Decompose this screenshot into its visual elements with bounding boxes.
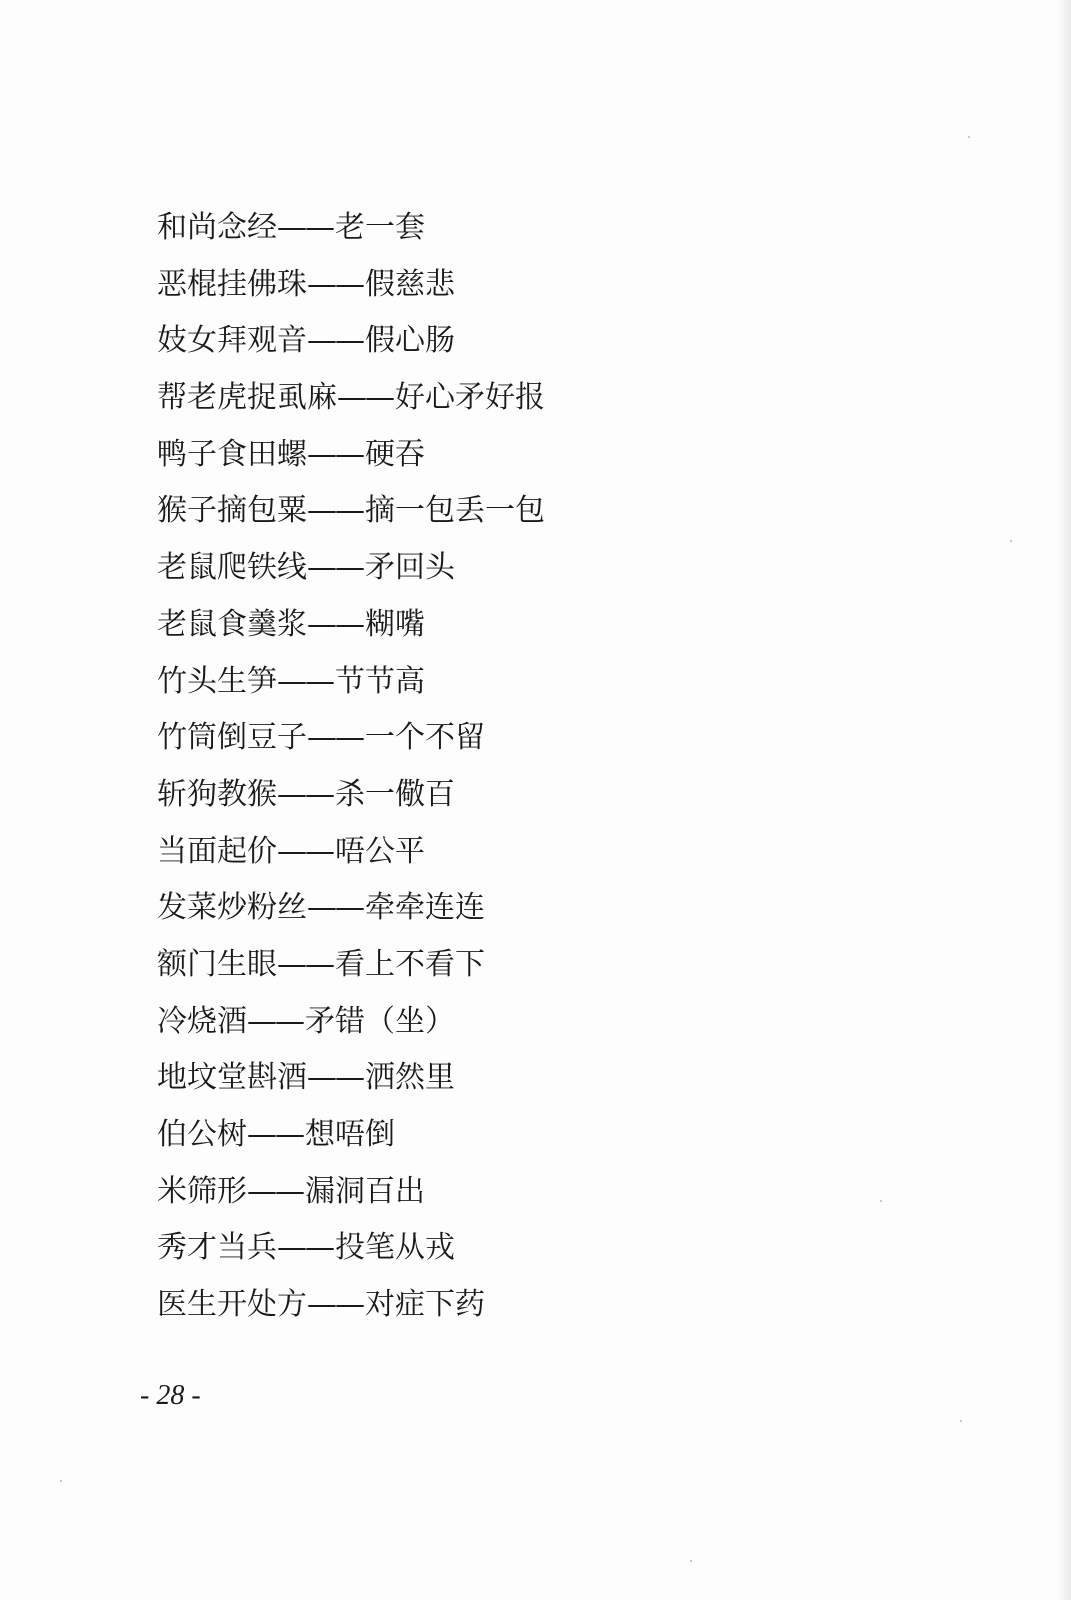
saying-meaning: 洒然里 — [365, 1060, 455, 1096]
saying-dash: —— — [307, 720, 363, 756]
saying-phrase: 医生开处方 — [157, 1287, 307, 1323]
saying-entry — [157, 200, 545, 257]
saying-dash: —— — [247, 1003, 303, 1039]
saying-phrase: 帮老虎捉虱麻 — [157, 380, 337, 416]
saying-entry — [157, 597, 545, 654]
saying-dash: —— — [307, 266, 363, 302]
saying-dash: —— — [307, 1287, 363, 1323]
saying-dash: —— — [277, 210, 333, 245]
saying-meaning: 对症下药 — [365, 1287, 485, 1323]
scan-speck — [690, 1560, 692, 1562]
saying-entry — [157, 654, 545, 711]
saying-phrase: 猴子摘包粟 — [157, 493, 307, 529]
saying-dash: —— — [337, 380, 393, 416]
saying-dash: —— — [247, 1117, 303, 1152]
saying-dash: —— — [307, 890, 363, 926]
saying-phrase: 斩狗教猴 — [157, 776, 277, 812]
saying-meaning: 矛错（坐） — [305, 1003, 455, 1039]
saying-phrase: 老鼠食羹浆 — [157, 606, 307, 642]
scan-speck — [880, 1200, 882, 1202]
saying-entry — [157, 937, 545, 994]
page-edge-shadow — [1057, 0, 1071, 1600]
saying-phrase: 米筛形 — [157, 1173, 247, 1209]
saying-meaning: 矛回头 — [365, 550, 455, 586]
saying-dash: —— — [277, 946, 333, 982]
saying-meaning: 假心肠 — [365, 323, 455, 359]
saying-dash: —— — [277, 663, 333, 699]
saying-phrase: 鸭子食田螺 — [157, 436, 307, 472]
saying-meaning: 老一套 — [335, 210, 425, 245]
saying-meaning: 想唔倒 — [305, 1117, 395, 1152]
saying-dash: —— — [277, 776, 333, 812]
saying-entry — [157, 540, 545, 597]
saying-phrase: 额门生眼 — [157, 946, 277, 982]
saying-phrase: 当面起价 — [157, 833, 277, 869]
saying-meaning: 漏洞百出 — [305, 1173, 425, 1209]
saying-meaning: 节节高 — [335, 663, 425, 699]
saying-phrase: 秀才当兵 — [157, 1230, 277, 1266]
saying-meaning: 投笔从戎 — [335, 1230, 455, 1266]
saying-meaning: 杀一儆百 — [335, 776, 455, 812]
scan-speck — [1010, 540, 1012, 542]
saying-dash: —— — [307, 606, 363, 642]
saying-entry — [157, 880, 545, 937]
saying-dash: —— — [307, 1060, 363, 1096]
saying-entry — [157, 767, 545, 824]
saying-entry — [157, 483, 545, 540]
saying-entry — [157, 824, 545, 881]
scan-speck — [960, 1420, 962, 1422]
saying-entry — [157, 427, 545, 484]
saying-meaning: 唔公平 — [335, 833, 425, 869]
saying-entry — [157, 257, 545, 314]
saying-phrase: 竹筒倒豆子 — [157, 720, 307, 756]
saying-dash: —— — [307, 493, 363, 529]
saying-dash: —— — [247, 1173, 303, 1209]
saying-list — [157, 200, 545, 1334]
saying-phrase: 恶棍挂佛珠 — [157, 266, 307, 302]
saying-entry — [157, 1220, 545, 1277]
saying-entry — [157, 370, 545, 427]
saying-phrase: 竹头生笋 — [157, 663, 277, 699]
saying-phrase: 和尚念经 — [157, 210, 277, 245]
saying-dash: —— — [277, 833, 333, 869]
saying-entry — [157, 710, 545, 767]
saying-phrase: 老鼠爬铁线 — [157, 550, 307, 586]
saying-dash: —— — [277, 1230, 333, 1266]
saying-entry — [157, 313, 545, 370]
saying-entry — [157, 1107, 545, 1164]
saying-phrase: 发菜炒粉丝 — [157, 890, 307, 926]
saying-phrase: 伯公树 — [157, 1117, 247, 1152]
saying-entry — [157, 1164, 545, 1221]
saying-dash: —— — [307, 323, 363, 359]
saying-meaning: 假慈悲 — [365, 266, 455, 302]
saying-entry — [157, 1277, 545, 1334]
saying-meaning: 好心矛好报 — [395, 380, 545, 416]
saying-meaning: 摘一包丢一包 — [365, 493, 545, 529]
saying-meaning: 糊嘴 — [365, 606, 425, 642]
scan-speck — [968, 136, 970, 138]
saying-dash: —— — [307, 550, 363, 586]
saying-meaning: 一个不留 — [365, 720, 485, 756]
saying-entry — [157, 1050, 545, 1107]
saying-phrase: 妓女拜观音 — [157, 323, 307, 359]
saying-meaning: 看上不看下 — [335, 946, 485, 982]
page-number: - 28 - — [140, 1380, 201, 1411]
saying-phrase: 冷烧酒 — [157, 1003, 247, 1039]
saying-meaning: 硬吞 — [365, 436, 425, 472]
scan-speck — [60, 1480, 62, 1482]
saying-dash: —— — [307, 436, 363, 472]
saying-phrase: 地坟堂斟酒 — [157, 1060, 307, 1096]
saying-meaning: 牵牵连连 — [365, 890, 485, 926]
saying-entry — [157, 994, 545, 1051]
